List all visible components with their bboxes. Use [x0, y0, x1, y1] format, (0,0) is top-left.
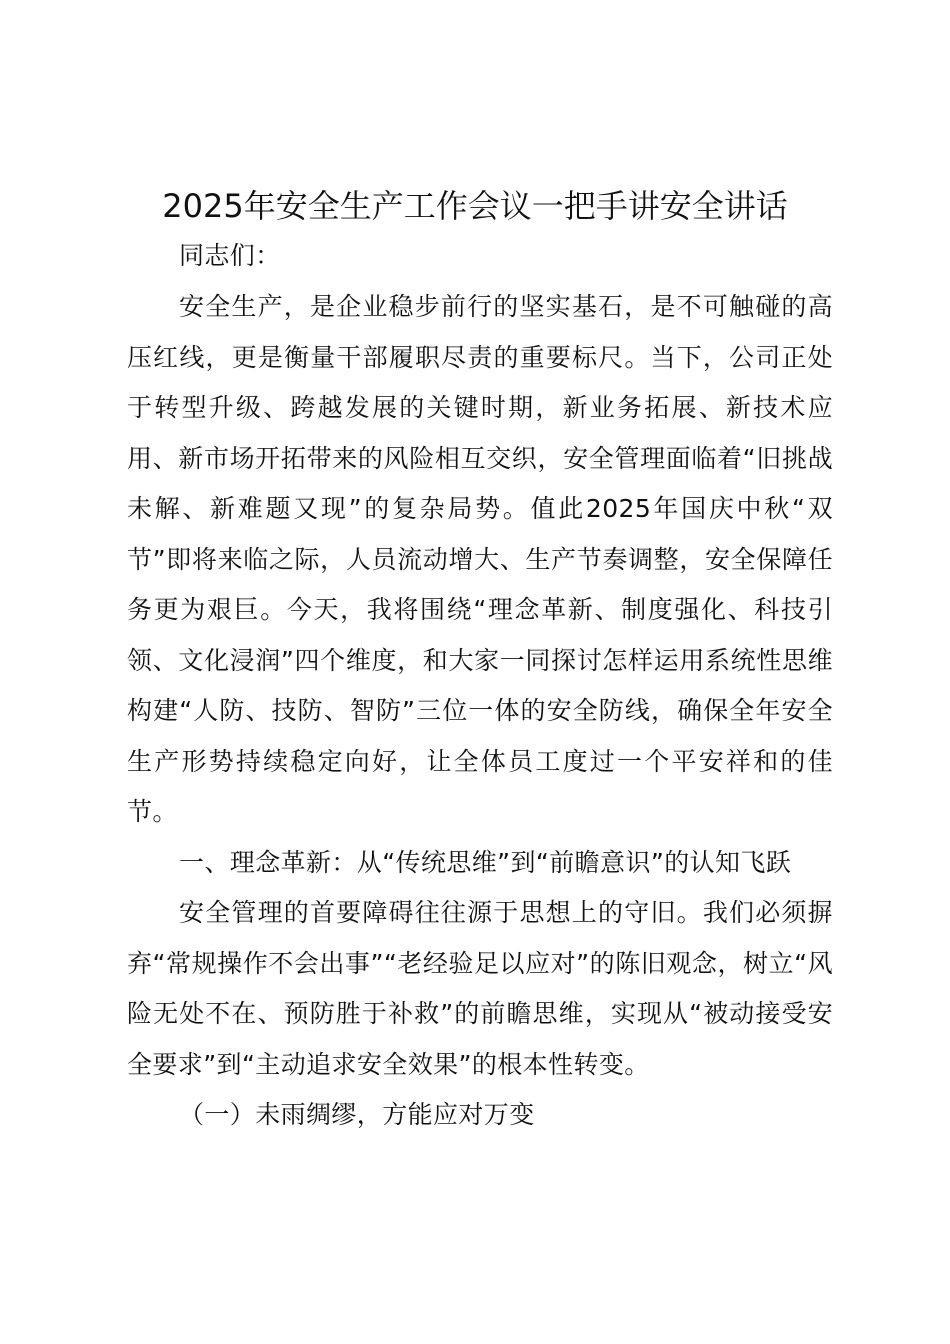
intro-paragraph: 安全生产，是企业稳步前行的坚实基石，是不可触碰的高压红线，更是衡量干部履职尽责的重要标尺。当下，公司正处于转型升级、跨越发展的关键时期，新业务拓展、新技术应用、新市场开拓带来的风险相互交织，安全管理面临着“旧挑战未解、新难题又现”的复杂局势。值此2025年国庆中秋“双节”即将来临之际，人员流动增大、生产节奏调整，安全保障任务更为艰巨。今天，我将围绕“理念革新、制度强化、科技引领、文化浸润”四个维度，和大家一同探讨怎样运用系统性思维构建“人防、技防、智防”三位一体的安全防线，确保全年安全生产形势持续稳定向好，让全体员工度过一个平安祥和的佳节。 [127, 292, 833, 826]
subsection-heading: （一）未雨绸缪，方能应对万变 [179, 1100, 535, 1129]
salutation: 同志们： [179, 241, 281, 270]
section-paragraph: 安全管理的首要障碍往往源于思想上的守旧。我们必须摒弃“常规操作不会出事”“老经验足以应对”的陈旧观念，树立“风险无处不在、预防胜于补救”的前瞻思维，实现从“被动接受安全要求”到“主动追求安全效果”的根本性转变。 [127, 898, 833, 1079]
document-title: 2025年安全生产工作会议一把手讲安全讲话 [162, 187, 788, 225]
document-body [127, 232, 833, 1141]
section-heading: 一、理念革新：从“传统思维”到“前瞻意识”的认知飞跃 [179, 847, 792, 877]
